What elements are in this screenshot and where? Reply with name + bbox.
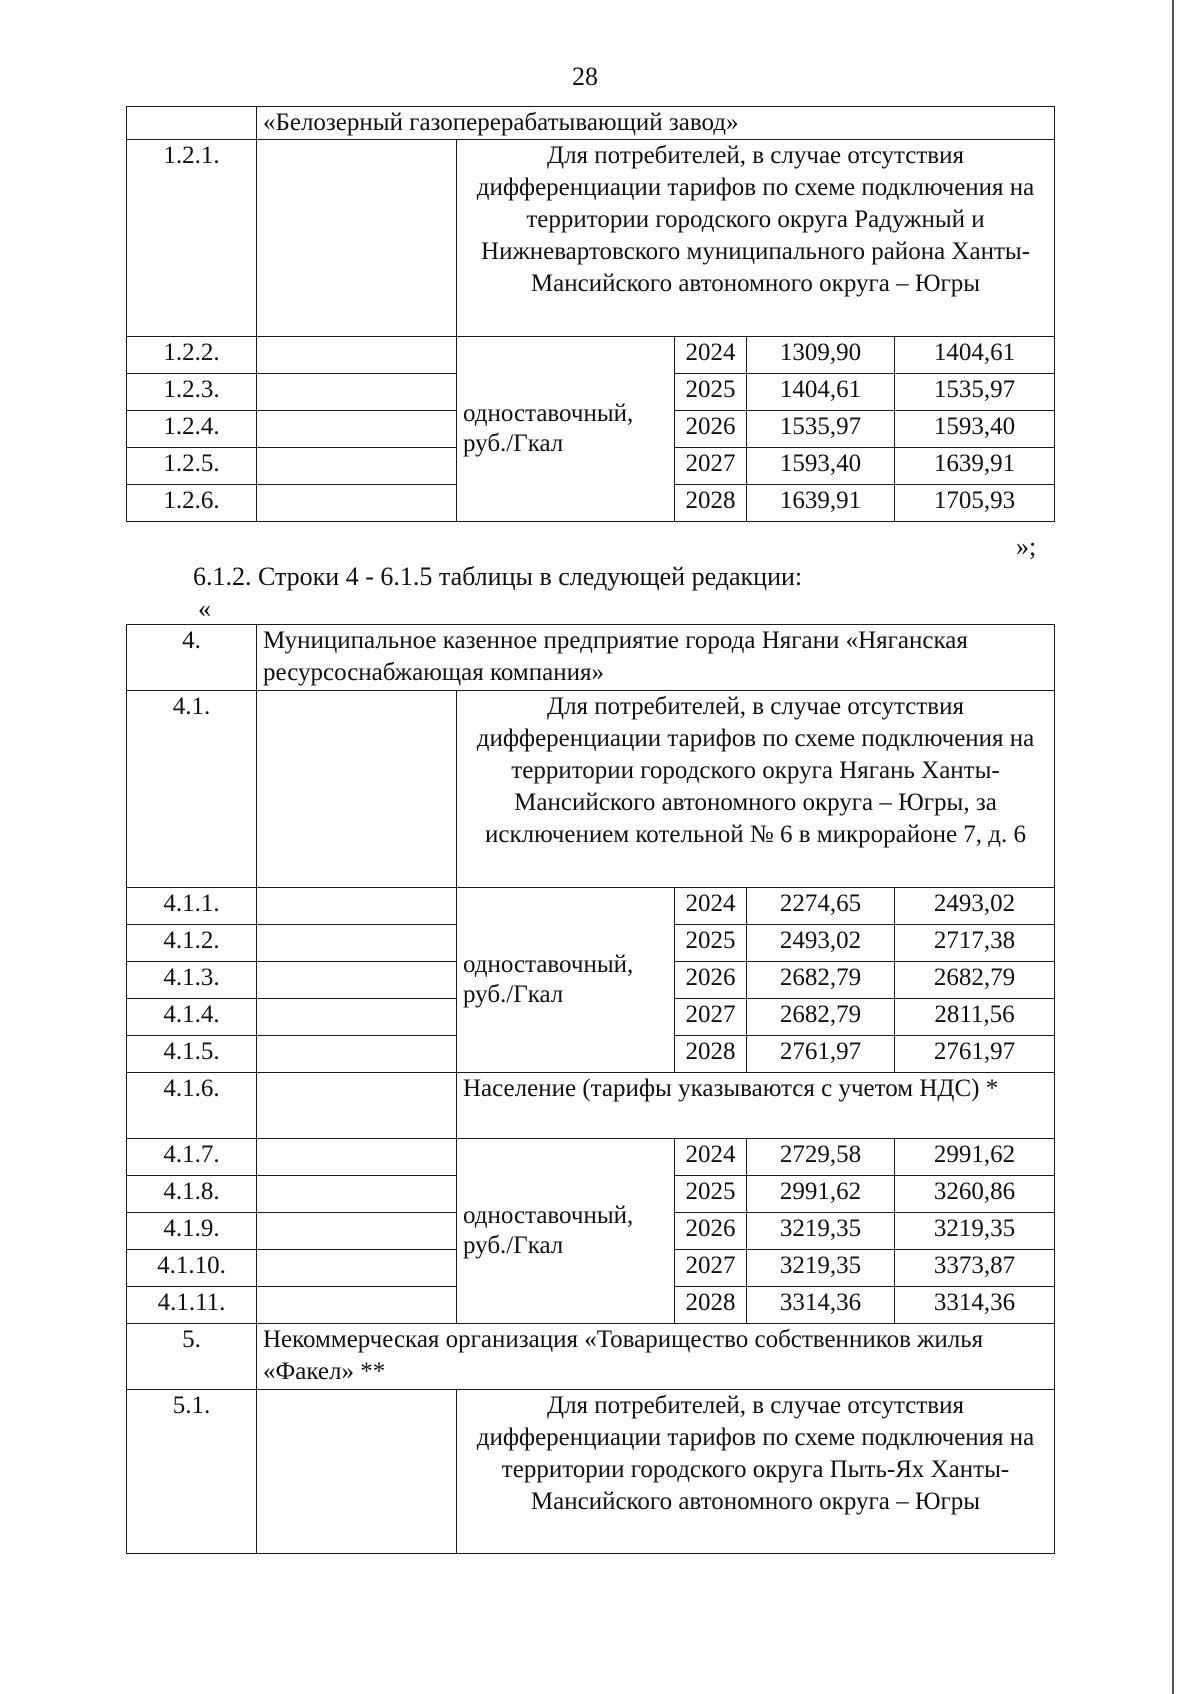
consumer-group-description: Для потребителей, в случае отсутствия дифференциации тарифов по схеме подключения на территории городского округа Нягань Ханты-Мансийского автономного округа – Югры, за исключением котельной № 6 в микрорайоне 7, д. 6 [457,691,1055,888]
row-number: 1.2.5. [127,448,257,485]
row-number: 1.2.4. [127,411,257,448]
year-cell: 2028 [675,1036,747,1073]
tariff-value-second-half: 1705,93 [895,485,1055,522]
year-cell: 2027 [675,448,747,485]
tariff-value-second-half: 3219,35 [895,1213,1055,1250]
population-group-description: Население (тарифы указываются с учетом НДС) * [457,1073,1055,1139]
tariff-value-first-half: 1593,40 [747,448,895,485]
tariff-table-2 [126,624,1055,1554]
row-number: 4.1.7. [127,1139,257,1176]
row-number: 4.1.4. [127,999,257,1036]
year-cell: 2025 [675,1176,747,1213]
organization-name: Некоммерческая организация «Товарищество собственников жилья «Факел» ** [257,1324,1055,1390]
tariff-value-second-half: 3314,36 [895,1287,1055,1324]
tariff-value-first-half: 2274,65 [747,888,895,925]
tariff-value-first-half: 2682,79 [747,999,895,1036]
tariff-value-second-half: 2761,97 [895,1036,1055,1073]
consumer-group-description: Для потребителей, в случае отсутствия дифференциации тарифов по схеме подключения на территории городского округа Пыть-Ях Ханты-Мансийского автономного округа – Югры [457,1390,1055,1554]
tariff-value-second-half: 1404,61 [895,337,1055,374]
empty-cell [257,1176,457,1213]
row-number: 4.1.10. [127,1250,257,1287]
row-number: 4.1.5. [127,1036,257,1073]
opening-quote: « [198,594,211,623]
year-cell: 2028 [675,485,747,522]
row-number: 5. [127,1324,257,1390]
empty-cell [257,962,457,999]
row-number: 1.2.3. [127,374,257,411]
tariff-unit: одноставочный, руб./Гкал [457,337,675,522]
row-number: 1.2.6. [127,485,257,522]
empty-cell [257,1287,457,1324]
tariff-value-second-half: 1593,40 [895,411,1055,448]
tariff-value-second-half: 2682,79 [895,962,1055,999]
tariff-value-first-half: 2729,58 [747,1139,895,1176]
row-number: 4. [127,625,257,691]
empty-cell [257,374,457,411]
tariff-value-second-half: 2811,56 [895,999,1055,1036]
empty-cell [257,691,457,888]
tariff-unit: одноставочный, руб./Гкал [457,888,675,1073]
tariff-value-second-half: 3373,87 [895,1250,1055,1287]
row-number: 4.1.9. [127,1213,257,1250]
table-row [127,1073,1055,1139]
amendment-paragraph: 6.1.2. Строки 4 - 6.1.5 таблицы в следующей редакции: [193,562,803,591]
table-row [127,691,1055,888]
tariff-value-first-half: 1535,97 [747,411,895,448]
scan-margin-line [1172,0,1174,1694]
tariff-table-1 [126,106,1055,522]
tariff-value-second-half: 1639,91 [895,448,1055,485]
row-number: 4.1. [127,691,257,888]
tariff-value-second-half: 2991,62 [895,1139,1055,1176]
row-number: 4.1.11. [127,1287,257,1324]
year-cell: 2024 [675,888,747,925]
tariff-value-first-half: 2493,02 [747,925,895,962]
year-cell: 2024 [675,337,747,374]
organization-name: Муниципальное казенное предприятие города Нягани «Няганская ресурсоснабжающая компания» [257,625,1055,691]
tariff-value-first-half: 3219,35 [747,1250,895,1287]
empty-cell [257,925,457,962]
tariff-value-second-half: 3260,86 [895,1176,1055,1213]
tariff-value-first-half: 3314,36 [747,1287,895,1324]
year-cell: 2027 [675,1250,747,1287]
empty-cell [257,337,457,374]
tariff-value-second-half: 2493,02 [895,888,1055,925]
table-row [127,888,1055,925]
year-cell: 2025 [675,925,747,962]
table-row [127,107,1055,140]
tariff-value-second-half: 2717,38 [895,925,1055,962]
empty-cell [257,1250,457,1287]
table-row [127,1139,1055,1176]
tariff-value-first-half: 3219,35 [747,1213,895,1250]
tariff-value-first-half: 2682,79 [747,962,895,999]
row-number: 4.1.3. [127,962,257,999]
year-cell: 2026 [675,962,747,999]
year-cell: 2027 [675,999,747,1036]
empty-cell [257,1139,457,1176]
closing-quote: »; [1016,532,1037,561]
year-cell: 2025 [675,374,747,411]
year-cell: 2024 [675,1139,747,1176]
empty-cell [257,1036,457,1073]
empty-cell [257,411,457,448]
consumer-group-description: Для потребителей, в случае отсутствия дифференциации тарифов по схеме подключения на территории городского округа Радужный и Нижневартовского муниципального района Ханты-Мансийского автономного округа – Югры [457,140,1055,337]
table-row [127,140,1055,337]
tariff-value-first-half: 2761,97 [747,1036,895,1073]
empty-cell [257,140,457,337]
row-number: 1.2.1. [127,140,257,337]
table-row [127,1324,1055,1390]
year-cell: 2026 [675,1213,747,1250]
empty-cell [257,888,457,925]
row-number-cell [127,107,257,140]
organization-name: «Белозерный газоперерабатывающий завод» [257,107,1055,140]
table-row [127,1390,1055,1554]
empty-cell [257,448,457,485]
empty-cell [257,1390,457,1554]
tariff-unit: одноставочный, руб./Гкал [457,1139,675,1324]
tariff-value-first-half: 1309,90 [747,337,895,374]
empty-cell [257,999,457,1036]
tariff-value-first-half: 1639,91 [747,485,895,522]
tariff-value-second-half: 1535,97 [895,374,1055,411]
page-number: 28 [572,62,598,91]
table-row [127,625,1055,691]
tariff-value-first-half: 1404,61 [747,374,895,411]
row-number: 1.2.2. [127,337,257,374]
row-number: 4.1.1. [127,888,257,925]
year-cell: 2028 [675,1287,747,1324]
row-number: 4.1.2. [127,925,257,962]
empty-cell [257,1213,457,1250]
table-row [127,337,1055,374]
row-number: 5.1. [127,1390,257,1554]
row-number: 4.1.8. [127,1176,257,1213]
empty-cell [257,485,457,522]
row-number: 4.1.6. [127,1073,257,1139]
tariff-value-first-half: 2991,62 [747,1176,895,1213]
year-cell: 2026 [675,411,747,448]
empty-cell [257,1073,457,1139]
